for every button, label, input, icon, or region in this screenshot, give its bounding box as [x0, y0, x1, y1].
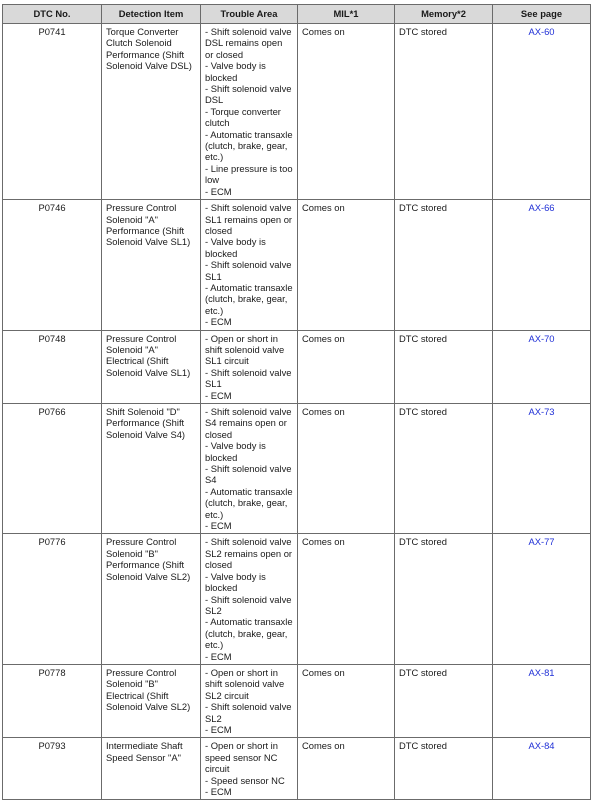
memory-status: DTC stored: [395, 404, 493, 534]
trouble-area-line: - ECM: [205, 389, 232, 401]
trouble-area-line: - Line pressure is too low: [205, 162, 293, 186]
header-dtc-no: DTC No.: [3, 5, 102, 24]
trouble-area-line: - Automatic transaxle (clutch, brake, gear, etc.): [205, 616, 293, 651]
see-page-link[interactable]: AX-73: [528, 406, 555, 417]
table-body: [3, 24, 591, 800]
mil-status: Comes on: [298, 664, 395, 737]
table-row: [3, 330, 591, 403]
trouble-area-line: - Automatic transaxle (clutch, brake, gear, etc.): [205, 485, 293, 520]
dtc-code: P0746: [3, 200, 102, 330]
trouble-area-line: - Valve body is blocked: [205, 60, 266, 83]
memory-status: DTC stored: [395, 664, 493, 737]
header-detection-item: Detection Item: [102, 5, 201, 24]
trouble-area-line: - Valve body is blocked: [205, 570, 266, 594]
trouble-area: [201, 200, 298, 330]
trouble-area-line: - ECM: [205, 650, 232, 662]
trouble-area-line: - Shift solenoid valve SL1: [205, 366, 292, 390]
trouble-area-line: - Automatic transaxle (clutch, brake, gear, etc.): [205, 128, 293, 163]
trouble-area: [201, 534, 298, 664]
see-page-cell: [493, 404, 591, 534]
see-page-link[interactable]: AX-81: [528, 666, 555, 678]
trouble-area-line: - ECM: [205, 520, 232, 532]
memory-status: DTC stored: [395, 534, 493, 664]
table-row: [3, 24, 591, 200]
mil-status: Comes on: [298, 404, 395, 534]
detection-item: Pressure Control Solenoid "B" Electrical (Shift Solenoid Valve SL2): [102, 664, 201, 737]
see-page-cell: [493, 534, 591, 664]
dtc-code: P0776: [3, 534, 102, 664]
trouble-area: [201, 330, 298, 403]
trouble-area-line: - Shift solenoid valve SL2 remains open or closed: [205, 536, 293, 571]
trouble-area-line: - ECM: [205, 723, 232, 735]
see-page-link[interactable]: AX-70: [528, 332, 555, 344]
see-page-link[interactable]: AX-84: [528, 740, 555, 752]
table-row: [3, 404, 591, 534]
see-page-cell: [493, 330, 591, 403]
mil-status: Comes on: [298, 534, 395, 664]
see-page-link[interactable]: AX-77: [528, 536, 555, 548]
mil-status: Comes on: [298, 330, 395, 403]
header-trouble-area: Trouble Area: [201, 5, 298, 24]
dtc-code: P0778: [3, 664, 102, 737]
header-see-page: See page: [493, 5, 591, 24]
trouble-area-line: - Open or short in shift solenoid valve SL2 circuit: [205, 666, 285, 701]
trouble-area-line: - Automatic transaxle (clutch, brake, gear, etc.): [205, 281, 293, 316]
see-page-cell: [493, 24, 591, 200]
see-page-cell: [493, 738, 591, 800]
trouble-area-line: - Shift solenoid valve SL2: [205, 701, 292, 724]
trouble-area: [201, 738, 298, 800]
trouble-area-line: - Torque converter clutch: [205, 105, 281, 129]
header-mil: MIL*1: [298, 5, 395, 24]
trouble-area-line: - Valve body is blocked: [205, 236, 266, 259]
trouble-area: [201, 24, 298, 200]
header-memory: Memory*2: [395, 5, 493, 24]
detection-item: Pressure Control Solenoid "A" Electrical (Shift Solenoid Valve SL1): [102, 330, 201, 403]
see-page-link[interactable]: AX-60: [528, 26, 555, 37]
trouble-area: [201, 664, 298, 737]
memory-status: DTC stored: [395, 24, 493, 200]
dtc-code: P0748: [3, 330, 102, 403]
table-row: [3, 534, 591, 664]
trouble-area-line: - Speed sensor NC: [205, 774, 285, 786]
trouble-area: [201, 404, 298, 534]
detection-item: Torque Converter Clutch Solenoid Performance (Shift Solenoid Valve DSL): [102, 24, 201, 200]
trouble-area-line: - Shift solenoid valve DSL: [205, 83, 292, 106]
trouble-area-line: - Shift solenoid valve DSL remains open or closed: [205, 26, 292, 60]
trouble-area-line: - Open or short in speed sensor NC circuit: [205, 740, 278, 775]
dtc-code: P0793: [3, 738, 102, 800]
trouble-area-line: - Shift solenoid valve S4: [205, 463, 292, 486]
detection-item: Intermediate Shaft Speed Sensor "A": [102, 738, 201, 800]
table-row: [3, 664, 591, 737]
memory-status: DTC stored: [395, 200, 493, 330]
trouble-area-line: - Open or short in shift solenoid valve SL1 circuit: [205, 332, 285, 367]
table-header-row: [3, 5, 591, 24]
trouble-area-line: - Shift solenoid valve SL1: [205, 259, 292, 282]
trouble-area-line: - ECM: [205, 185, 232, 197]
mil-status: Comes on: [298, 24, 395, 200]
trouble-area-line: - Shift solenoid valve S4 remains open or closed: [205, 406, 292, 440]
detection-item: Pressure Control Solenoid "B" Performance (Shift Solenoid Valve SL2): [102, 534, 201, 664]
memory-status: DTC stored: [395, 738, 493, 800]
trouble-area-line: - Shift solenoid valve SL1 remains open or closed: [205, 202, 293, 236]
see-page-cell: [493, 664, 591, 737]
mil-status: Comes on: [298, 200, 395, 330]
dtc-table: [2, 4, 591, 800]
mil-status: Comes on: [298, 738, 395, 800]
detection-item: Shift Solenoid "D" Performance (Shift Solenoid Valve S4): [102, 404, 201, 534]
detection-item: Pressure Control Solenoid "A" Performance (Shift Solenoid Valve SL1): [102, 200, 201, 330]
table-row: [3, 200, 591, 330]
memory-status: DTC stored: [395, 330, 493, 403]
dtc-code: P0741: [3, 24, 102, 200]
trouble-area-line: - ECM: [205, 786, 232, 797]
see-page-link[interactable]: AX-66: [528, 202, 555, 214]
see-page-cell: [493, 200, 591, 330]
trouble-area-line: - Shift solenoid valve SL2: [205, 593, 292, 616]
table-row: [3, 738, 591, 800]
dtc-code: P0766: [3, 404, 102, 534]
trouble-area-line: - Valve body is blocked: [205, 440, 266, 463]
trouble-area-line: - ECM: [205, 316, 232, 328]
